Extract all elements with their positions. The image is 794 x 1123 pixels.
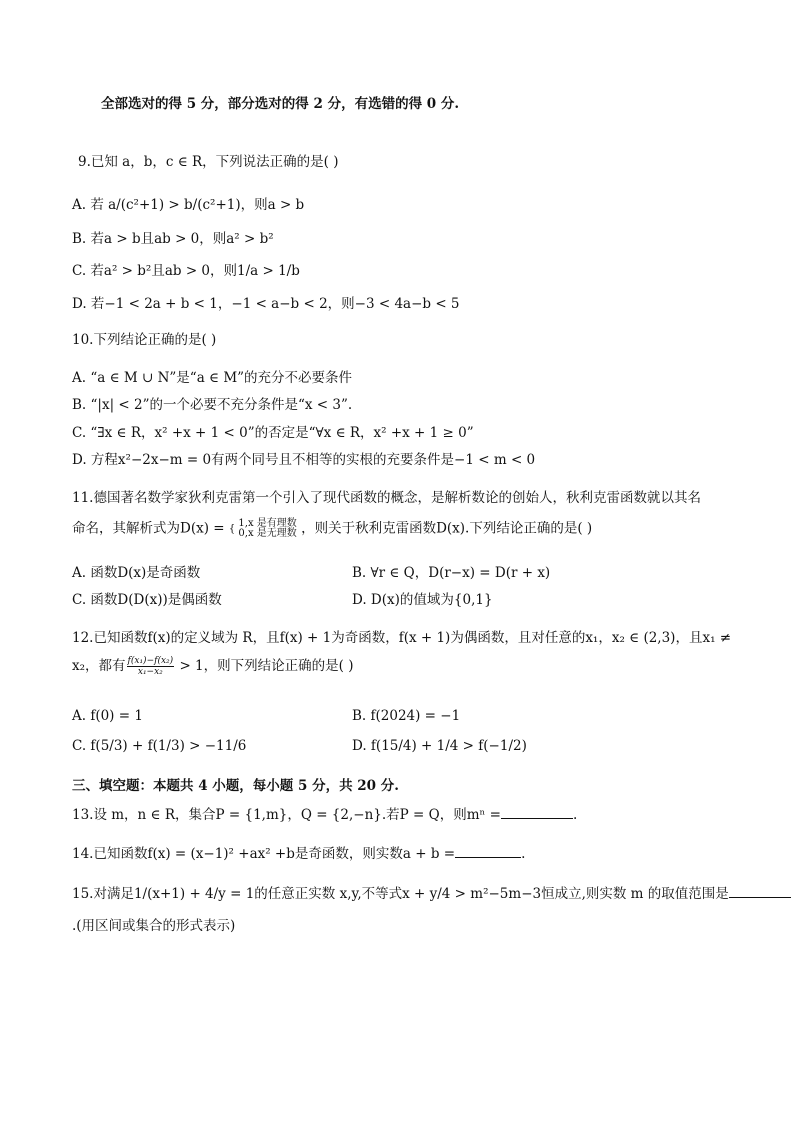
piecewise-case-rational: 1,x 是有理数: [238, 518, 297, 529]
q11-option-d: D. D(x)的值域为{0,1}: [352, 592, 493, 608]
fraction-numerator: f(x₁)−f(x₂): [127, 656, 174, 666]
q15-line2: .(用区间或集合的形式表示): [72, 918, 236, 934]
q9-option-b: B. 若a > b且ab > 0，则a² > b²: [72, 231, 274, 247]
q9-option-a: A. 若 a/(c²+1) > b/(c²+1)，则a > b: [72, 197, 305, 213]
q10-option-d: D. 方程x²−2x−m = 0有两个同号且不相等的实根的充要条件是−1 < m < 0: [72, 452, 536, 468]
q15-answer-blank[interactable]: [729, 897, 791, 898]
q9-stem: 9.已知 a，b，c ∈ R，下列说法正确的是( ): [78, 154, 339, 170]
q10-option-a: A. “a ∈ M ∪ N”是“a ∈ M”的充分不必要条件: [72, 370, 353, 386]
q14: 14.已知函数f(x) = (x−1)² +ax² +b是奇函数，则实数a + b = .: [72, 846, 526, 862]
q15-text: 15.对满足1/(x+1) + 4/y = 1的任意正实数 x,y,不等式x + y/4 > m²−5m−3恒成立,则实数 m 的取值范围是: [72, 886, 729, 902]
q11-stem-line2: [72, 519, 592, 539]
difference-quotient: [127, 656, 175, 677]
q14-text: 14.已知函数f(x) = (x−1)² +ax² +b是奇函数，则实数a + b =: [72, 846, 456, 862]
piecewise-case-irrational: 0,x 是无理数: [238, 528, 297, 539]
q13-answer-blank[interactable]: [501, 818, 573, 819]
q13-text: 13.设 m，n ∈ R，集合P = {1,m}，Q = {2,−n}.若P = Q，则mⁿ =: [72, 807, 501, 823]
q12-stem-part1: x₂，都有: [72, 658, 126, 674]
q13: 13.设 m，n ∈ R，集合P = {1,m}，Q = {2,−n}.若P = Q，则mⁿ = .: [72, 807, 578, 823]
fraction-denominator: x₁−x₂: [137, 667, 163, 677]
q11-option-a: A. 函数D(x)是奇函数: [72, 565, 201, 581]
q12-option-a: A. f(0) = 1: [72, 708, 143, 724]
q10-option-b: B. “|x| < 2”的一个必要不充分条件是“x < 3”.: [72, 397, 353, 413]
q12-option-c: C. f(5/3) + f(1/3) > −11/6: [72, 738, 247, 754]
q12-stem-line2: [72, 656, 353, 677]
q14-answer-blank[interactable]: [455, 857, 521, 858]
q9-option-d: D. 若−1 < 2a + b < 1，−1 < a−b < 2，则−3 < 4a−b < 5: [72, 296, 460, 312]
q9-option-c: C. 若a² > b²且ab > 0，则1/a > 1/b: [72, 263, 300, 279]
q12-stem-part2: > 1，则下列结论正确的是( ): [179, 658, 354, 674]
q15-line1: [72, 885, 791, 903]
q10-stem: 10.下列结论正确的是( ): [72, 332, 217, 348]
q10-option-c: C. “∃x ∈ R，x² +x + 1 < 0”的否定是“∀x ∈ R，x² +x + 1 ≥ 0”: [72, 425, 474, 441]
q12-stem-line1: 12.已知函数f(x)的定义域为 R，且f(x) + 1为奇函数，f(x + 1)为偶函数，且对任意的x₁，x₂ ∈ (2,3)，且x₁ ≠: [72, 630, 732, 646]
q12-option-b: B. f(2024) = −1: [352, 708, 461, 724]
piecewise-definition: { 1,x 是有理数 0,x 是无理数: [228, 518, 297, 539]
section-3-heading: 三、填空题：本题共 4 小题，每小题 5 分，共 20 分.: [72, 778, 399, 794]
q12-option-d: D. f(15/4) + 1/4 > f(−1/2): [352, 738, 527, 754]
scoring-note: 全部选对的得 5 分，部分选对的得 2 分，有选错的得 0 分.: [101, 96, 460, 112]
q11-option-c: C. 函数D(D(x))是偶函数: [72, 592, 222, 608]
q11-stem-line1: 11.德国著名数学家狄利克雷第一个引入了现代函数的概念，是解析数论的创始人，秋利克雷函数就以其名: [72, 490, 701, 506]
q11-stem-part2: ，则关于秋利克雷函数D(x).下列结论正确的是( ): [301, 520, 593, 537]
q11-option-b: B. ∀r ∈ Q，D(r−x) = D(r + x): [352, 565, 551, 581]
q11-stem-part1: 命名，其解析式为D(x) =: [72, 520, 225, 537]
